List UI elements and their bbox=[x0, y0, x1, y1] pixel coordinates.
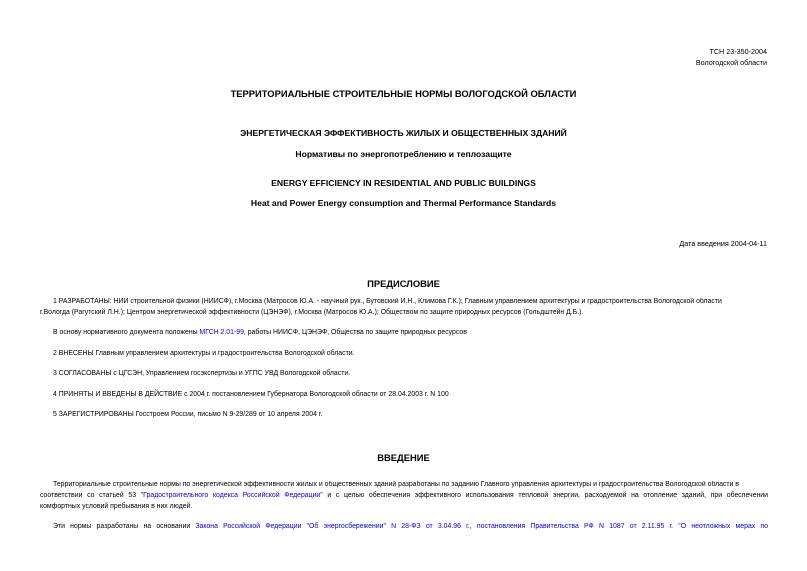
mgsn-link[interactable]: МГСН 2.01-99 bbox=[199, 329, 244, 336]
intro-p1-text: Территориальные строительные нормы по энергетической эффективности жилых и общественных зданий разработаны по заданию Главного управления архитектуры и градостроительства Вологодской области в bbox=[53, 481, 739, 488]
preface-p3-text: 2 ВНЕСЕНЫ Главным управлением архитектуры и градостроительства Вологодской области. bbox=[53, 350, 355, 357]
preface-paragraph-1-line-1 bbox=[40, 298, 771, 305]
energy-saving-law-link[interactable]: Закона Российской Федерации "Об энергосбережении" N 28-ФЗ от 3.04.96 г. bbox=[195, 523, 470, 530]
preface-paragraph-6 bbox=[40, 411, 322, 418]
preface-paragraph-3 bbox=[40, 350, 355, 357]
intro-paragraph-1-line-2 bbox=[40, 492, 768, 499]
en-subtitle: Heat and Power Energy consumption and Thermal Performance Standards bbox=[250, 198, 557, 208]
main-title: ТЕРРИТОРИАЛЬНЫЕ СТРОИТЕЛЬНЫЕ НОРМЫ ВОЛОГОДСКОЙ ОБЛАСТИ bbox=[230, 88, 577, 99]
preface-p4-text: 3 СОГЛАСОВАНЫ с ЦГСЭН, Управлением госэкспертизы и УГПС УВД Вологодской области. bbox=[53, 370, 351, 377]
intro-paragraph-1-line-1 bbox=[40, 481, 771, 488]
preface-p1-text: 1 РАЗРАБОТАНЫ: НИИ строительной физики (НИИСФ), г.Москва (Матросов Ю.А. - научный рук., Бутовский И.Н., Климова Г.К.); Главным управлением архитектуры и градостроительства Вологодской области bbox=[53, 298, 722, 305]
preface-p2-pre: В основу нормативного документа положены bbox=[53, 329, 200, 336]
intro-p2-pre: Эти нормы разработаны на основании bbox=[53, 523, 196, 530]
intro-p1-post: и с целью обеспечения эффективного использования тепловой энергии, расходуемой на отопление зданий, при обеспечении bbox=[322, 492, 768, 499]
preface-p2-post: , работы НИИСФ, ЦЭНЭФ, Общества по защите природных ресурсов bbox=[243, 329, 467, 336]
introduction-date: Дата введения 2004-04-11 bbox=[679, 239, 767, 248]
ru-title: ЭНЕРГЕТИЧЕСКАЯ ЭФФЕКТИВНОСТЬ ЖИЛЫХ И ОБЩЕСТВЕННЫХ ЗДАНИЙ bbox=[240, 128, 567, 138]
ru-subtitle: Нормативы по энергопотреблению и теплозащите bbox=[295, 149, 512, 159]
preface-p5-text: 4 ПРИНЯТЫ И ВВЕДЕНЫ В ДЕЙСТВИЕ с 2004 г. постановлением Губернатора Вологодской области от 28.04.2003 г. N 100 bbox=[53, 391, 449, 398]
document-region: Вологодской области bbox=[695, 58, 767, 67]
preface-p6-text: 5 ЗАРЕГИСТРИРОВАНЫ Госстроем России, письмо N 9-29/289 от 10 апреля 2004 г. bbox=[53, 411, 323, 418]
preface-paragraph-2 bbox=[40, 329, 467, 336]
government-decree-link[interactable]: постановления Правительства РФ N 1087 от 2.11.95 г. "О неотложных мерах по bbox=[476, 523, 768, 530]
preface-heading: ПРЕДИСЛОВИЕ bbox=[367, 278, 440, 289]
intro-paragraph-2 bbox=[40, 523, 768, 530]
town-planning-code-link[interactable]: "Градостроительного кодекса Российской Федерации" bbox=[140, 492, 323, 499]
intro-p2-mid: , bbox=[469, 523, 477, 530]
preface-paragraph-4 bbox=[40, 370, 350, 377]
intro-p1-pre: соответствии со статьей 53 bbox=[40, 492, 141, 499]
introduction-heading: ВВЕДЕНИЕ bbox=[377, 452, 430, 463]
document-code: ТСН 23-350-2004 bbox=[709, 47, 767, 56]
en-title: ENERGY EFFICIENCY IN RESIDENTIAL AND PUBLIC BUILDINGS bbox=[271, 178, 536, 188]
preface-paragraph-5 bbox=[40, 391, 449, 398]
intro-paragraph-1-line-3: комфортных условий пребывания в них людей. bbox=[40, 503, 193, 510]
preface-paragraph-1-line-2: г.Вологда (Рагутский Л.Н.); Центром энергетической эффективности (ЦЭНЭФ), г.Москва (Матросов Ю.А.); Обществом по защите природных ресурсов (Гольдштейн Д.Б.). bbox=[40, 309, 584, 316]
